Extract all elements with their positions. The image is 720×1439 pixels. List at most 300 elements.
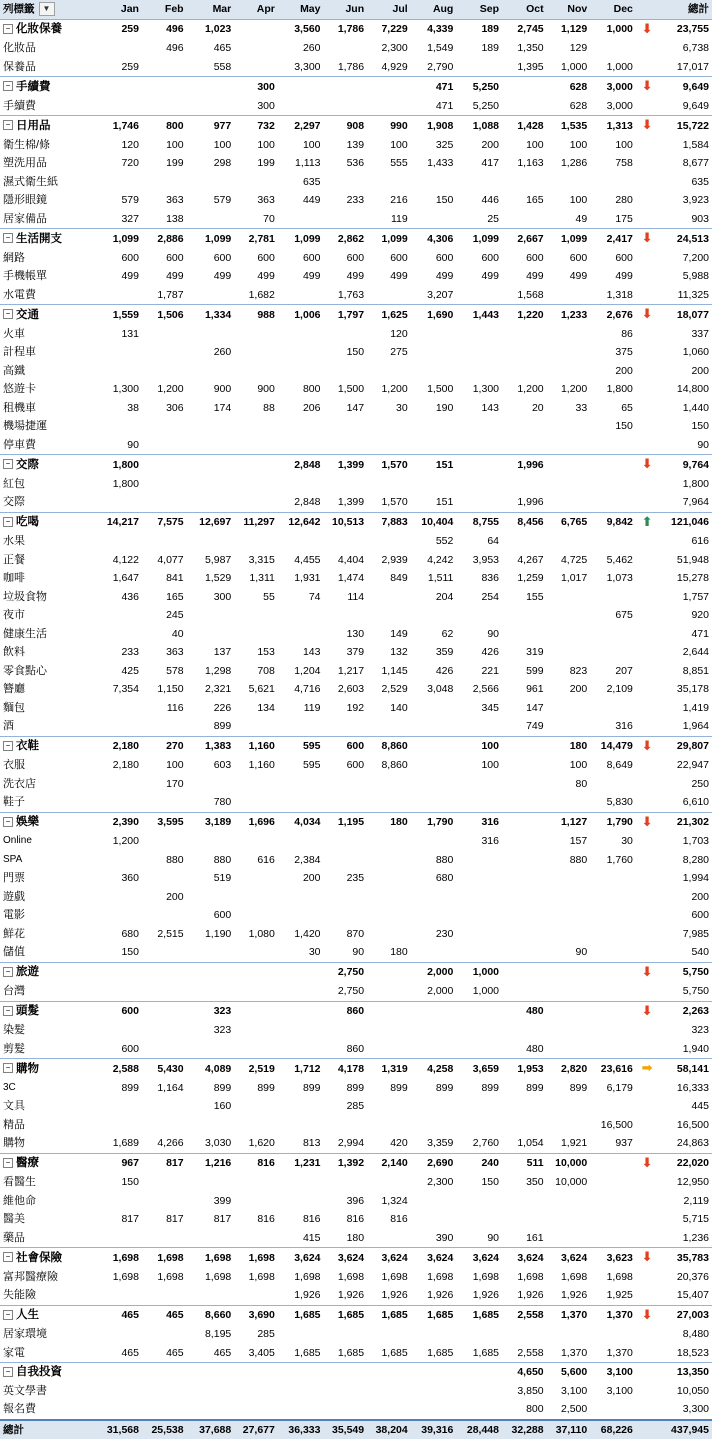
- value-cell[interactable]: [187, 888, 235, 907]
- value-cell[interactable]: 1,145: [367, 662, 411, 681]
- value-cell[interactable]: 1,319: [367, 1059, 411, 1079]
- value-cell[interactable]: 849: [367, 569, 411, 588]
- value-cell[interactable]: [456, 775, 502, 794]
- value-cell[interactable]: 823: [547, 662, 591, 681]
- value-cell[interactable]: [278, 1382, 324, 1401]
- value-cell[interactable]: 200: [142, 888, 187, 907]
- value-cell[interactable]: [590, 1229, 636, 1248]
- value-cell[interactable]: 600: [187, 906, 235, 925]
- subcategory-row[interactable]: [0, 475, 712, 494]
- month-header[interactable]: Nov: [547, 0, 591, 19]
- subcategory-label[interactable]: 咖啡: [0, 569, 93, 588]
- value-cell[interactable]: [187, 606, 235, 625]
- value-cell[interactable]: [187, 210, 235, 229]
- value-cell[interactable]: [234, 717, 278, 736]
- value-cell[interactable]: 3,595: [142, 812, 187, 832]
- value-cell[interactable]: [411, 1021, 457, 1040]
- row-total-cell[interactable]: 16,500: [658, 1116, 712, 1135]
- value-cell[interactable]: 1,921: [547, 1134, 591, 1153]
- subcategory-label[interactable]: 悠遊卡: [0, 380, 93, 399]
- value-cell[interactable]: [142, 1040, 187, 1059]
- value-cell[interactable]: 465: [93, 1344, 142, 1363]
- value-cell[interactable]: 990: [367, 116, 411, 136]
- value-cell[interactable]: [502, 532, 547, 551]
- value-cell[interactable]: [411, 1040, 457, 1059]
- value-cell[interactable]: 199: [142, 154, 187, 173]
- value-cell[interactable]: 157: [547, 832, 591, 851]
- subcategory-label[interactable]: 正餐: [0, 551, 93, 570]
- value-cell[interactable]: 143: [456, 399, 502, 418]
- value-cell[interactable]: [234, 625, 278, 644]
- value-cell[interactable]: 1,698: [187, 1248, 235, 1268]
- value-cell[interactable]: [411, 756, 457, 775]
- value-cell[interactable]: 4,929: [367, 58, 411, 77]
- value-cell[interactable]: 1,682: [234, 286, 278, 305]
- value-cell[interactable]: [142, 343, 187, 362]
- subcategory-label[interactable]: 英文學書: [0, 1382, 93, 1401]
- value-cell[interactable]: 4,242: [411, 551, 457, 570]
- value-cell[interactable]: 499: [142, 267, 187, 286]
- value-cell[interactable]: 499: [411, 267, 457, 286]
- grand-total-value[interactable]: 27,677: [234, 1420, 278, 1439]
- value-cell[interactable]: 417: [456, 154, 502, 173]
- value-cell[interactable]: 129: [547, 39, 591, 58]
- value-cell[interactable]: 425: [93, 662, 142, 681]
- row-total-cell[interactable]: 13,350: [658, 1363, 712, 1382]
- subcategory-row[interactable]: [0, 532, 712, 551]
- value-cell[interactable]: 2,109: [590, 680, 636, 699]
- value-cell[interactable]: 1,925: [590, 1286, 636, 1305]
- category-row[interactable]: [0, 1153, 712, 1173]
- value-cell[interactable]: [411, 343, 457, 362]
- value-cell[interactable]: 600: [367, 249, 411, 268]
- value-cell[interactable]: 316: [456, 832, 502, 851]
- value-cell[interactable]: 1,953: [502, 1059, 547, 1079]
- value-cell[interactable]: [93, 286, 142, 305]
- value-cell[interactable]: [456, 1210, 502, 1229]
- value-cell[interactable]: 192: [324, 699, 368, 718]
- value-cell[interactable]: 350: [502, 1173, 547, 1192]
- value-cell[interactable]: [367, 606, 411, 625]
- value-cell[interactable]: [502, 77, 547, 97]
- value-cell[interactable]: [324, 325, 368, 344]
- value-cell[interactable]: 1,217: [324, 662, 368, 681]
- subcategory-row[interactable]: [0, 362, 712, 381]
- subcategory-row[interactable]: [0, 1134, 712, 1153]
- value-cell[interactable]: 1,786: [324, 58, 368, 77]
- value-cell[interactable]: 1,685: [367, 1305, 411, 1325]
- value-cell[interactable]: [187, 982, 235, 1001]
- value-cell[interactable]: 300: [187, 588, 235, 607]
- value-cell[interactable]: 90: [93, 436, 142, 455]
- value-cell[interactable]: [93, 1229, 142, 1248]
- row-total-cell[interactable]: 22,020: [658, 1153, 712, 1173]
- row-total-cell[interactable]: 22,947: [658, 756, 712, 775]
- value-cell[interactable]: 161: [502, 1229, 547, 1248]
- month-header[interactable]: Aug: [411, 0, 457, 19]
- value-cell[interactable]: 2,558: [502, 1305, 547, 1325]
- value-cell[interactable]: 90: [547, 943, 591, 962]
- value-cell[interactable]: 600: [456, 249, 502, 268]
- value-cell[interactable]: 4,725: [547, 551, 591, 570]
- value-cell[interactable]: [142, 77, 187, 97]
- category-row[interactable]: [0, 1305, 712, 1325]
- value-cell[interactable]: [234, 982, 278, 1001]
- value-cell[interactable]: [234, 325, 278, 344]
- value-cell[interactable]: 1,570: [367, 455, 411, 475]
- value-cell[interactable]: [142, 436, 187, 455]
- value-cell[interactable]: 1,216: [187, 1153, 235, 1173]
- subcategory-row[interactable]: [0, 680, 712, 699]
- value-cell[interactable]: [590, 1153, 636, 1173]
- value-cell[interactable]: 8,195: [187, 1325, 235, 1344]
- subcategory-row[interactable]: [0, 1192, 712, 1211]
- value-cell[interactable]: [324, 775, 368, 794]
- value-cell[interactable]: 4,404: [324, 551, 368, 570]
- row-total-cell[interactable]: 12,950: [658, 1173, 712, 1192]
- value-cell[interactable]: 578: [142, 662, 187, 681]
- subcategory-label[interactable]: 垃圾食物: [0, 588, 93, 607]
- value-cell[interactable]: [367, 286, 411, 305]
- grand-total-value[interactable]: 25,538: [142, 1420, 187, 1439]
- row-total-cell[interactable]: 7,964: [658, 493, 712, 512]
- row-total-cell[interactable]: 5,750: [658, 982, 712, 1001]
- value-cell[interactable]: 813: [278, 1134, 324, 1153]
- value-cell[interactable]: [278, 606, 324, 625]
- subcategory-row[interactable]: [0, 869, 712, 888]
- value-cell[interactable]: 2,519: [234, 1059, 278, 1079]
- value-cell[interactable]: 8,860: [367, 736, 411, 756]
- value-cell[interactable]: [456, 475, 502, 494]
- value-cell[interactable]: [547, 699, 591, 718]
- value-cell[interactable]: 1,926: [324, 1286, 368, 1305]
- value-cell[interactable]: 1,763: [324, 286, 368, 305]
- value-cell[interactable]: 1,324: [367, 1192, 411, 1211]
- value-cell[interactable]: 471: [411, 77, 457, 97]
- value-cell[interactable]: [234, 606, 278, 625]
- value-cell[interactable]: 1,286: [547, 154, 591, 173]
- value-cell[interactable]: 3,659: [456, 1059, 502, 1079]
- row-total-cell[interactable]: 21,302: [658, 812, 712, 832]
- value-cell[interactable]: [324, 1116, 368, 1135]
- value-cell[interactable]: [187, 1286, 235, 1305]
- value-cell[interactable]: 2,750: [324, 962, 368, 982]
- collapse-toggle-icon[interactable]: −: [3, 1006, 13, 1016]
- value-cell[interactable]: 816: [367, 1210, 411, 1229]
- value-cell[interactable]: 599: [502, 662, 547, 681]
- value-cell[interactable]: [411, 1192, 457, 1211]
- value-cell[interactable]: 4,089: [187, 1059, 235, 1079]
- value-cell[interactable]: 7,229: [367, 19, 411, 39]
- value-cell[interactable]: [93, 173, 142, 192]
- value-cell[interactable]: 600: [502, 249, 547, 268]
- value-cell[interactable]: 600: [234, 249, 278, 268]
- value-cell[interactable]: [547, 362, 591, 381]
- value-cell[interactable]: [411, 832, 457, 851]
- value-cell[interactable]: [411, 943, 457, 962]
- collapse-toggle-icon[interactable]: −: [3, 1252, 13, 1262]
- value-cell[interactable]: 480: [502, 1001, 547, 1021]
- value-cell[interactable]: 1,690: [411, 305, 457, 325]
- value-cell[interactable]: 1,127: [547, 812, 591, 832]
- row-total-cell[interactable]: 200: [658, 362, 712, 381]
- subcategory-row[interactable]: [0, 1116, 712, 1135]
- value-cell[interactable]: [367, 1363, 411, 1382]
- value-cell[interactable]: [367, 1173, 411, 1192]
- value-cell[interactable]: [456, 606, 502, 625]
- subcategory-row[interactable]: [0, 888, 712, 907]
- row-total-cell[interactable]: 200: [658, 888, 712, 907]
- value-cell[interactable]: 147: [324, 399, 368, 418]
- row-total-cell[interactable]: 1,584: [658, 136, 712, 155]
- value-cell[interactable]: 2,886: [142, 229, 187, 249]
- value-cell[interactable]: 285: [324, 1097, 368, 1116]
- category-label-cell[interactable]: [0, 736, 93, 756]
- subcategory-row[interactable]: [0, 399, 712, 418]
- value-cell[interactable]: 465: [187, 39, 235, 58]
- value-cell[interactable]: 420: [367, 1134, 411, 1153]
- value-cell[interactable]: [367, 982, 411, 1001]
- value-cell[interactable]: [142, 906, 187, 925]
- value-cell[interactable]: 5,462: [590, 551, 636, 570]
- value-cell[interactable]: 130: [324, 625, 368, 644]
- value-cell[interactable]: 880: [411, 851, 457, 870]
- value-cell[interactable]: 1,231: [278, 1153, 324, 1173]
- value-cell[interactable]: 1,698: [456, 1268, 502, 1287]
- subcategory-row[interactable]: [0, 1040, 712, 1059]
- subcategory-label[interactable]: 酒: [0, 717, 93, 736]
- value-cell[interactable]: 8,649: [590, 756, 636, 775]
- value-cell[interactable]: 114: [324, 588, 368, 607]
- row-total-cell[interactable]: 2,644: [658, 643, 712, 662]
- value-cell[interactable]: 880: [547, 851, 591, 870]
- value-cell[interactable]: 1,698: [590, 1268, 636, 1287]
- value-cell[interactable]: [324, 532, 368, 551]
- value-cell[interactable]: 988: [234, 305, 278, 325]
- value-cell[interactable]: [278, 888, 324, 907]
- value-cell[interactable]: [93, 1097, 142, 1116]
- value-cell[interactable]: 5,621: [234, 680, 278, 699]
- value-cell[interactable]: 8,860: [367, 756, 411, 775]
- row-total-cell[interactable]: 51,948: [658, 551, 712, 570]
- total-header[interactable]: 總計: [658, 0, 712, 19]
- value-cell[interactable]: 471: [411, 97, 457, 116]
- subcategory-label[interactable]: 鞋子: [0, 793, 93, 812]
- value-cell[interactable]: [142, 1325, 187, 1344]
- category-label-cell[interactable]: [0, 1001, 93, 1021]
- value-cell[interactable]: 2,515: [142, 925, 187, 944]
- subcategory-row[interactable]: [0, 851, 712, 870]
- subcategory-label[interactable]: 藥品: [0, 1229, 93, 1248]
- value-cell[interactable]: 1,696: [234, 812, 278, 832]
- value-cell[interactable]: 9,842: [590, 512, 636, 532]
- value-cell[interactable]: 206: [278, 399, 324, 418]
- value-cell[interactable]: [411, 325, 457, 344]
- value-cell[interactable]: [502, 943, 547, 962]
- value-cell[interactable]: [590, 588, 636, 607]
- value-cell[interactable]: [502, 417, 547, 436]
- value-cell[interactable]: 600: [324, 756, 368, 775]
- value-cell[interactable]: [187, 943, 235, 962]
- value-cell[interactable]: 1,334: [187, 305, 235, 325]
- value-cell[interactable]: 137: [187, 643, 235, 662]
- row-total-cell[interactable]: 7,200: [658, 249, 712, 268]
- value-cell[interactable]: [234, 1363, 278, 1382]
- value-cell[interactable]: 600: [547, 249, 591, 268]
- value-cell[interactable]: 150: [93, 943, 142, 962]
- value-cell[interactable]: 1,685: [456, 1305, 502, 1325]
- value-cell[interactable]: 1,195: [324, 812, 368, 832]
- value-cell[interactable]: [278, 362, 324, 381]
- row-total-cell[interactable]: 1,757: [658, 588, 712, 607]
- row-total-cell[interactable]: 150: [658, 417, 712, 436]
- value-cell[interactable]: 100: [456, 736, 502, 756]
- row-total-cell[interactable]: 1,994: [658, 869, 712, 888]
- value-cell[interactable]: [547, 455, 591, 475]
- value-cell[interactable]: [411, 699, 457, 718]
- value-cell[interactable]: 306: [142, 399, 187, 418]
- value-cell[interactable]: 708: [234, 662, 278, 681]
- value-cell[interactable]: [324, 1173, 368, 1192]
- category-row[interactable]: [0, 1001, 712, 1021]
- value-cell[interactable]: 40: [142, 625, 187, 644]
- value-cell[interactable]: 800: [142, 116, 187, 136]
- subcategory-row[interactable]: [0, 191, 712, 210]
- value-cell[interactable]: [142, 417, 187, 436]
- row-total-cell[interactable]: 58,141: [658, 1059, 712, 1079]
- value-cell[interactable]: [547, 436, 591, 455]
- value-cell[interactable]: [456, 455, 502, 475]
- value-cell[interactable]: 150: [324, 343, 368, 362]
- subcategory-label[interactable]: 家電: [0, 1344, 93, 1363]
- value-cell[interactable]: [590, 532, 636, 551]
- value-cell[interactable]: 2,500: [547, 1400, 591, 1420]
- value-cell[interactable]: [411, 717, 457, 736]
- subcategory-label[interactable]: Online: [0, 832, 93, 851]
- value-cell[interactable]: [502, 962, 547, 982]
- collapse-toggle-icon[interactable]: −: [3, 24, 13, 34]
- value-cell[interactable]: [93, 717, 142, 736]
- subcategory-label[interactable]: 富邦醫療險: [0, 1268, 93, 1287]
- value-cell[interactable]: 1,685: [278, 1344, 324, 1363]
- value-cell[interactable]: [234, 1097, 278, 1116]
- value-cell[interactable]: 2,180: [93, 736, 142, 756]
- value-cell[interactable]: [234, 1229, 278, 1248]
- value-cell[interactable]: [278, 475, 324, 494]
- row-total-cell[interactable]: 1,940: [658, 1040, 712, 1059]
- value-cell[interactable]: [234, 532, 278, 551]
- value-cell[interactable]: 1,698: [187, 1268, 235, 1287]
- value-cell[interactable]: 600: [278, 249, 324, 268]
- value-cell[interactable]: [547, 1040, 591, 1059]
- subcategory-label[interactable]: 化妝品: [0, 39, 93, 58]
- value-cell[interactable]: 595: [278, 756, 324, 775]
- value-cell[interactable]: 1,506: [142, 305, 187, 325]
- subcategory-label[interactable]: 衛生棉/條: [0, 136, 93, 155]
- value-cell[interactable]: [590, 475, 636, 494]
- value-cell[interactable]: [142, 717, 187, 736]
- value-cell[interactable]: [278, 1325, 324, 1344]
- value-cell[interactable]: [93, 906, 142, 925]
- subcategory-label[interactable]: 隱形眼鏡: [0, 191, 93, 210]
- value-cell[interactable]: [590, 39, 636, 58]
- grand-total-row[interactable]: [0, 1420, 712, 1439]
- value-cell[interactable]: 119: [278, 699, 324, 718]
- value-cell[interactable]: [187, 1173, 235, 1192]
- value-cell[interactable]: 150: [456, 1173, 502, 1192]
- value-cell[interactable]: 6,179: [590, 1079, 636, 1098]
- value-cell[interactable]: [324, 1363, 368, 1382]
- value-cell[interactable]: 1,164: [142, 1079, 187, 1098]
- subcategory-row[interactable]: [0, 925, 712, 944]
- subcategory-label[interactable]: 網路: [0, 249, 93, 268]
- category-label-cell[interactable]: [0, 305, 93, 325]
- value-cell[interactable]: 254: [456, 588, 502, 607]
- value-cell[interactable]: 259: [93, 19, 142, 39]
- value-cell[interactable]: 100: [142, 756, 187, 775]
- value-cell[interactable]: [187, 1363, 235, 1382]
- value-cell[interactable]: [367, 1097, 411, 1116]
- row-total-cell[interactable]: 8,480: [658, 1325, 712, 1344]
- value-cell[interactable]: [411, 606, 457, 625]
- value-cell[interactable]: [93, 532, 142, 551]
- subcategory-row[interactable]: [0, 154, 712, 173]
- subcategory-row[interactable]: [0, 436, 712, 455]
- value-cell[interactable]: [278, 77, 324, 97]
- value-cell[interactable]: 5,987: [187, 551, 235, 570]
- value-cell[interactable]: [234, 1001, 278, 1021]
- value-cell[interactable]: 816: [278, 1210, 324, 1229]
- subcategory-row[interactable]: [0, 267, 712, 286]
- category-row[interactable]: [0, 1059, 712, 1079]
- row-total-cell[interactable]: 121,046: [658, 512, 712, 532]
- row-total-cell[interactable]: 24,863: [658, 1134, 712, 1153]
- row-total-cell[interactable]: 23,755: [658, 19, 712, 39]
- value-cell[interactable]: 1,433: [411, 154, 457, 173]
- row-total-cell[interactable]: 471: [658, 625, 712, 644]
- category-row[interactable]: [0, 962, 712, 982]
- value-cell[interactable]: 4,258: [411, 1059, 457, 1079]
- value-cell[interactable]: [367, 1325, 411, 1344]
- value-cell[interactable]: 1,318: [590, 286, 636, 305]
- value-cell[interactable]: [411, 475, 457, 494]
- value-cell[interactable]: 499: [547, 267, 591, 286]
- value-cell[interactable]: [411, 775, 457, 794]
- value-cell[interactable]: [547, 325, 591, 344]
- subcategory-label[interactable]: 水果: [0, 532, 93, 551]
- value-cell[interactable]: [502, 756, 547, 775]
- row-total-cell[interactable]: 323: [658, 1021, 712, 1040]
- value-cell[interactable]: 379: [324, 643, 368, 662]
- value-cell[interactable]: [93, 1192, 142, 1211]
- value-cell[interactable]: [456, 888, 502, 907]
- value-cell[interactable]: [411, 1325, 457, 1344]
- value-cell[interactable]: 899: [502, 1079, 547, 1098]
- value-cell[interactable]: 147: [502, 699, 547, 718]
- value-cell[interactable]: [234, 888, 278, 907]
- value-cell[interactable]: 230: [411, 925, 457, 944]
- subcategory-label[interactable]: 火車: [0, 325, 93, 344]
- value-cell[interactable]: [590, 1097, 636, 1116]
- value-cell[interactable]: 175: [590, 210, 636, 229]
- value-cell[interactable]: [234, 1400, 278, 1420]
- row-total-cell[interactable]: 35,178: [658, 680, 712, 699]
- value-cell[interactable]: [142, 832, 187, 851]
- row-total-cell[interactable]: 9,764: [658, 455, 712, 475]
- value-cell[interactable]: 1,000: [590, 19, 636, 39]
- value-cell[interactable]: 1,500: [411, 380, 457, 399]
- value-cell[interactable]: [367, 832, 411, 851]
